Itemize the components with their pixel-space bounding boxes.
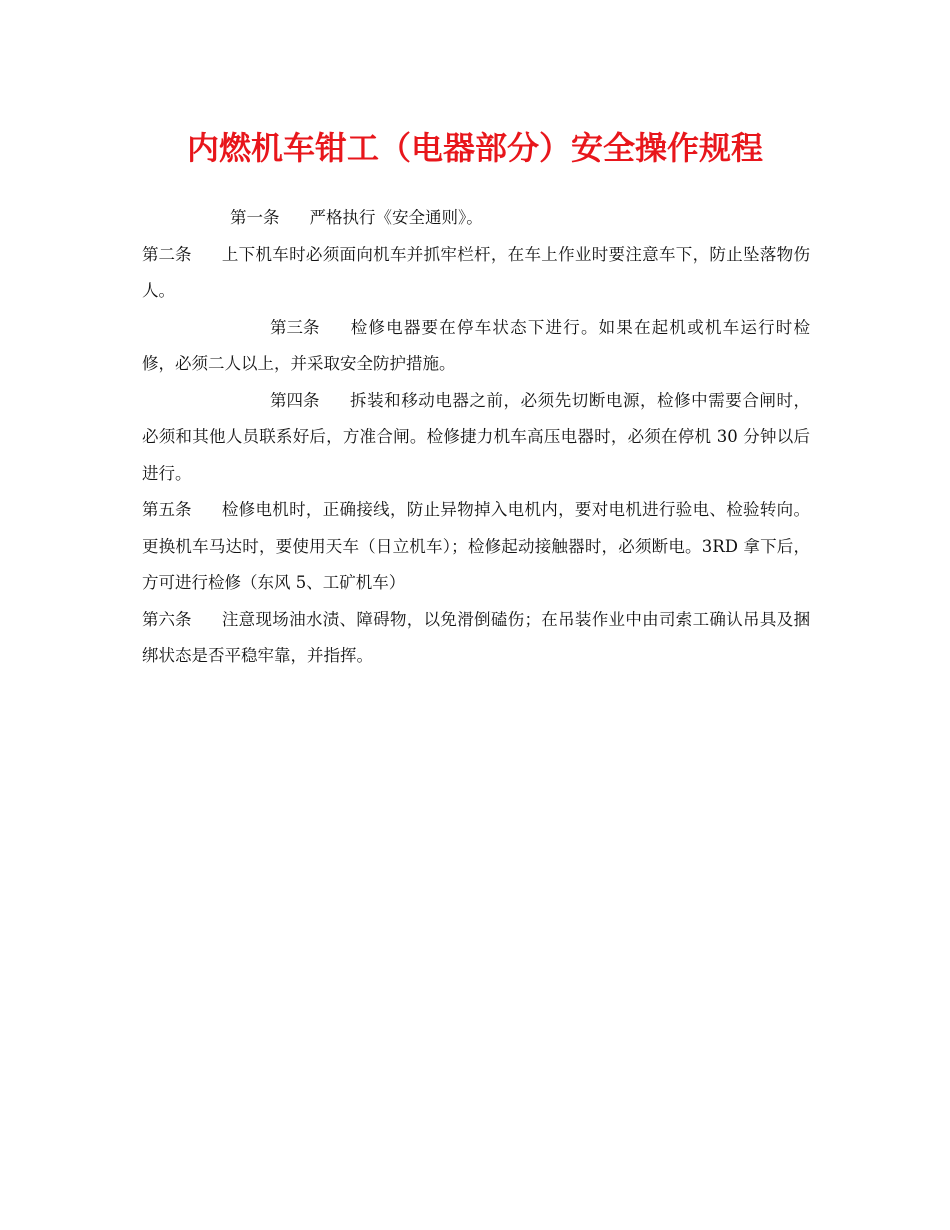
article-number: 第六条 — [142, 609, 192, 629]
article-1 — [142, 200, 810, 237]
document-body — [142, 200, 810, 675]
article-3 — [142, 310, 810, 383]
article-text: 拆装和移动电器之前，必须先切断电源，检修中需要合闸时，必须和其他人员联系好后，方准合闸。检修捷力机车高压电器时，必须在停机 30 分钟以后进行。 — [142, 390, 810, 483]
article-number: 第三条 — [270, 317, 320, 337]
article-4 — [142, 383, 810, 493]
article-2 — [142, 237, 810, 310]
document-title: 内燃机车钳工（电器部分）安全操作规程 — [186, 129, 763, 167]
article-number: 第二条 — [142, 244, 192, 264]
article-5 — [142, 492, 810, 602]
article-6 — [142, 602, 810, 675]
article-text: 注意现场油水渍、障碍物，以免滑倒磕伤；在吊装作业中由司索工确认吊具及捆绑状态是否平稳牢靠，并指挥。 — [142, 609, 810, 665]
article-text: 上下机车时必须面向机车并抓牢栏杆，在车上作业时要注意车下，防止坠落物伤人。 — [142, 244, 810, 300]
article-text: 严格执行《安全通则》。 — [309, 208, 483, 227]
article-text: 检修电器要在停车状态下进行。如果在起机或机车运行时检修，必须二人以上，并采取安全防护措施。 — [142, 317, 810, 373]
article-number: 第一条 — [230, 208, 280, 227]
article-number: 第五条 — [142, 500, 192, 519]
article-text: 检修电机时，正确接线，防止异物掉入电机内，要对电机进行验电、检验转向。更换机车马达时，要使用天车（日立机车）；检修起动接触器时，必须断电。3RD 拿下后，方可进行检修（东风 5、工矿机车） — [142, 500, 810, 592]
article-number: 第四条 — [270, 390, 320, 410]
